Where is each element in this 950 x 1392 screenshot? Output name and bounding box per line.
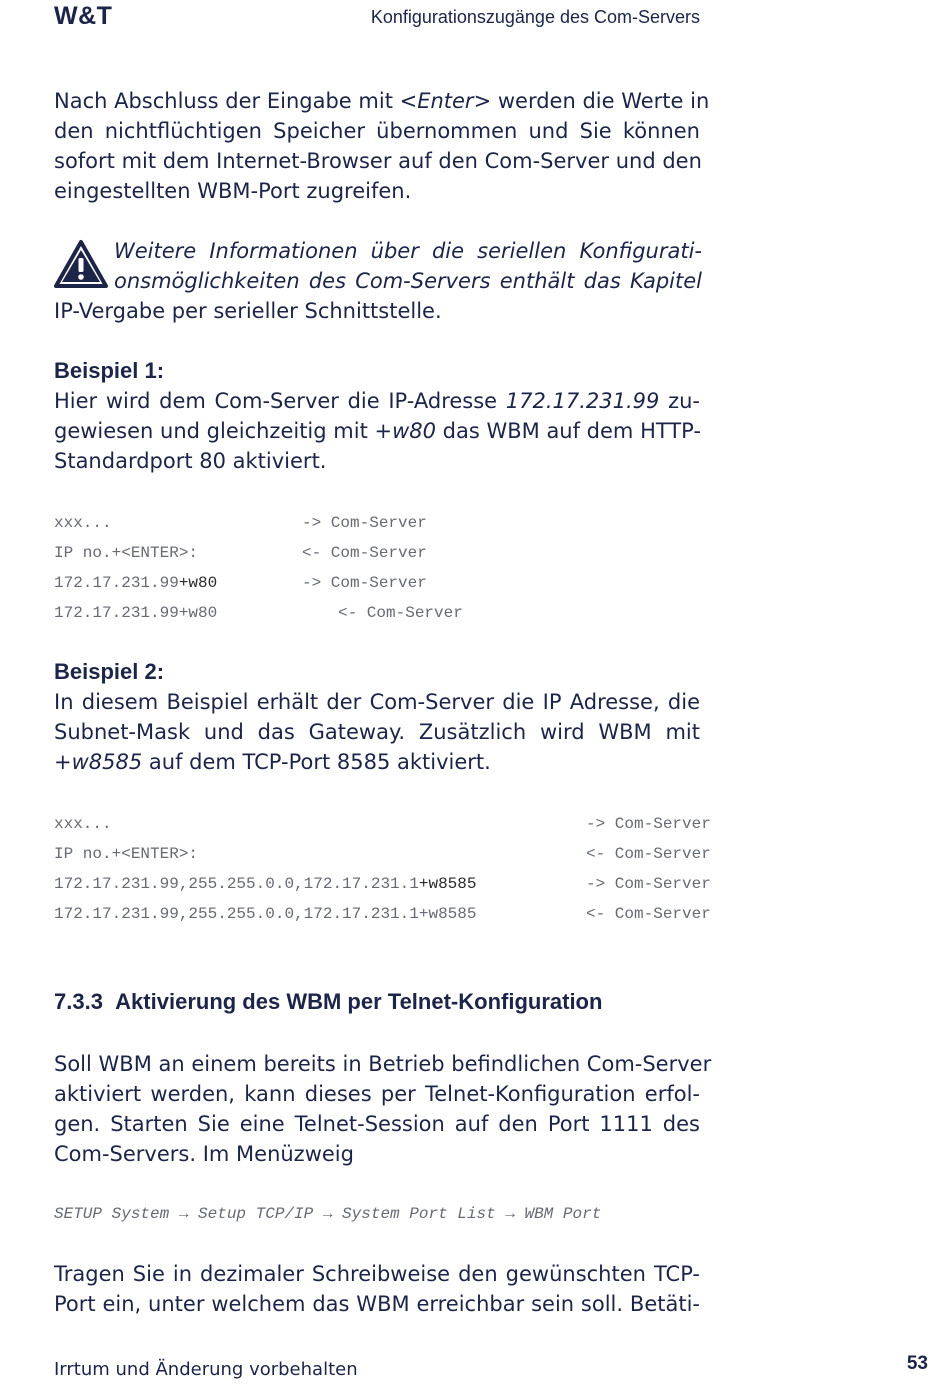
- text-line: Tragen Sie in dezimaler Schreibweise den gewünschten TCP-: [54, 1262, 700, 1286]
- code-line: IP no.+<ENTER>:: [54, 845, 199, 863]
- code-direction: -> Com-Server: [586, 875, 711, 893]
- example1-paragraph: [54, 386, 700, 476]
- code-direction: -> Com-Server: [302, 574, 427, 592]
- section-paragraph-2: [54, 1259, 700, 1319]
- text-line: Nach Abschluss der Eingabe mit <Enter> werden die Werte in: [54, 89, 710, 113]
- note-line: Weitere Informationen über die seriellen Konfigurati-: [114, 239, 702, 263]
- section-paragraph: [54, 1049, 712, 1169]
- text-line: +w8585 auf dem TCP-Port 8585 aktiviert.: [54, 750, 491, 774]
- text-line: Port ein, unter welchem das WBM erreichbar sein soll. Betäti-: [54, 1292, 700, 1316]
- text-line: gewiesen und gleichzeitig mit +w80 das WBM auf dem HTTP-: [54, 419, 701, 443]
- code-line: 172.17.231.99+w80: [54, 604, 218, 622]
- code-line: xxx...: [54, 514, 112, 532]
- running-title: Konfigurationszugänge des Com-Servers: [370, 7, 700, 27]
- section-heading: [54, 989, 602, 1015]
- code-line: xxx...: [54, 815, 112, 833]
- code-line: 172.17.231.99+w80: [54, 574, 218, 592]
- example2-paragraph: [54, 687, 700, 777]
- section-number: 7.3.3: [54, 989, 103, 1014]
- text-line: Com-Servers. Im Menüzweig: [54, 1142, 354, 1166]
- code-direction: -> Com-Server: [302, 514, 427, 532]
- code-direction: <- Com-Server: [586, 905, 711, 923]
- code-direction: -> Com-Server: [586, 815, 711, 833]
- page-number: 53: [906, 1353, 928, 1374]
- code-line: 172.17.231.99,255.255.0.0,172.17.231.1+w8585: [54, 905, 477, 923]
- menu-path: SETUP System → Setup TCP/IP → System Port List → WBM Port: [54, 1205, 602, 1223]
- text-line: eingestellten WBM-Port zugreifen.: [54, 179, 412, 203]
- brand-logo: W&T: [54, 2, 113, 30]
- text-line: aktiviert werden, kann dieses per Telnet-Konfiguration erfol-: [54, 1082, 700, 1106]
- text-line: gen. Starten Sie eine Telnet-Session auf den Port 1111 des: [54, 1112, 700, 1136]
- code-line: 172.17.231.99,255.255.0.0,172.17.231.1+w8585: [54, 875, 477, 893]
- text-line: In diesem Beispiel erhält der Com-Server die IP Adresse, die: [54, 690, 700, 714]
- code-direction: <- Com-Server: [302, 544, 427, 562]
- section-title: Aktivierung des WBM per Telnet-Konfiguration: [115, 989, 603, 1014]
- warning-note: [54, 236, 702, 326]
- text-line: Soll WBM an einem bereits in Betrieb befindlichen Com-Server: [54, 1052, 712, 1076]
- example2-heading: Beispiel 2:: [54, 659, 165, 684]
- text-line: Hier wird dem Com-Server die IP-Adresse 172.17.231.99 zu-: [54, 389, 700, 413]
- code-direction: <- Com-Server: [586, 845, 711, 863]
- text-line: den nichtflüchtigen Speicher übernommen und Sie können: [54, 119, 700, 143]
- text-line: sofort mit dem Internet-Browser auf den Com-Server und den: [54, 149, 702, 173]
- note-line: IP-Vergabe per serieller Schnittstelle.: [54, 299, 442, 323]
- text-line: Subnet-Mask und das Gateway. Zusätzlich wird WBM mit: [54, 720, 700, 744]
- code-direction: <- Com-Server: [338, 604, 463, 622]
- intro-paragraph: [54, 86, 710, 206]
- note-line: onsmöglichkeiten des Com-Servers enthält das Kapitel: [114, 269, 702, 293]
- footer-notice: Irrtum und Änderung vorbehalten: [54, 1359, 358, 1380]
- example1-heading: Beispiel 1:: [54, 358, 165, 383]
- code-line: IP no.+<ENTER>:: [54, 544, 199, 562]
- text-line: Standardport 80 aktiviert.: [54, 449, 327, 473]
